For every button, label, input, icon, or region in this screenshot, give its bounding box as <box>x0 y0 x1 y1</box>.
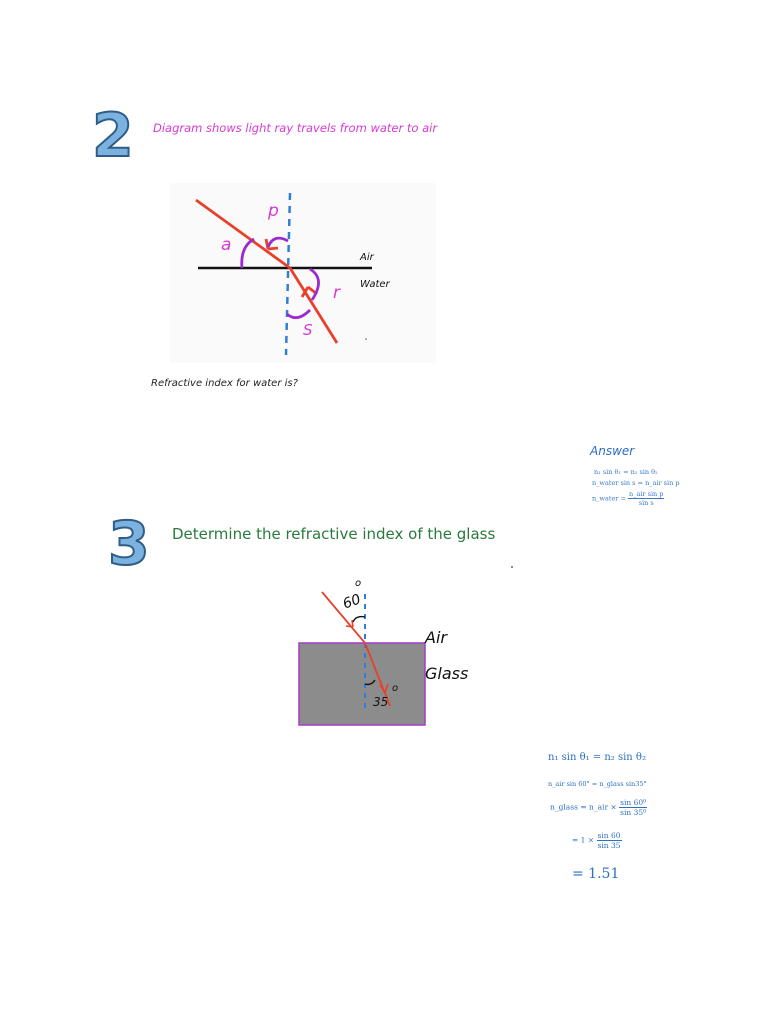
solution-line-4-lhs: = 1 × <box>572 835 595 845</box>
question-3-title: Determine the refractive index of the glass <box>172 525 496 543</box>
answer-line-3-denominator: sin s <box>638 499 654 507</box>
solution-result: = 1.51 <box>572 866 620 882</box>
angle-label-60: 60 <box>340 591 364 613</box>
label-p: p <box>268 201 279 221</box>
label-water: Water <box>360 279 390 290</box>
answer-line-2: n_water sin s = n_air sin p <box>592 479 680 487</box>
glass-block <box>299 643 425 725</box>
label-air-1: Air <box>360 252 374 263</box>
question-number-2: 2 <box>92 101 134 171</box>
arc-q <box>242 239 254 268</box>
angle-degree-60: o <box>355 578 362 589</box>
label-q: a <box>221 235 232 255</box>
arc-60 <box>353 617 365 622</box>
label-glass: Glass <box>425 664 469 683</box>
arc-r <box>310 269 319 300</box>
glass-diagram-svg <box>290 580 490 730</box>
solution-line-4-denominator: sin 35 <box>597 841 621 850</box>
question-number-3: 3 <box>108 509 150 579</box>
solution-line-1: n₁ sin θ₁ = n₂ sin θ₂ <box>548 752 646 763</box>
answer-line-3-fraction <box>628 490 664 507</box>
answer-title: Answer <box>590 444 635 458</box>
answer-line-3-lhs: n_water = <box>592 494 626 503</box>
answer-line-1: n₁ sin θ₁ = n₂ sin θ₂ <box>594 468 658 476</box>
solution-line-2: n_air sin 60° = n_glass sin35° <box>548 780 647 788</box>
angle-label-35: 35 <box>373 695 389 709</box>
question-2-title: Diagram shows light ray travels from water to air <box>153 121 438 135</box>
solution-line-3 <box>550 798 647 817</box>
answer-line-3 <box>592 490 664 507</box>
label-air-2: Air <box>425 628 447 647</box>
glass-diagram <box>290 580 490 730</box>
label-s: S <box>303 321 313 339</box>
arc-s <box>287 310 310 318</box>
ray-water <box>290 268 337 343</box>
solution-line-3-fraction <box>619 798 647 817</box>
label-r: r <box>333 283 340 303</box>
answer-line-3-numerator: n_air sin p <box>629 490 664 498</box>
solution-line-3-denominator: sin 35⁰ <box>620 808 647 817</box>
solution-line-4-fraction <box>597 831 622 850</box>
normal-line <box>286 193 290 355</box>
solution-line-3-numerator: sin 60⁰ <box>620 798 647 807</box>
question-2-prompt: Refractive index for water is? <box>151 378 298 389</box>
solution-line-4-numerator: sin 60 <box>597 831 621 840</box>
solution-line-3-lhs: n_glass = n_air × <box>550 802 617 812</box>
solution-line-4 <box>572 831 622 850</box>
angle-degree-35: o <box>392 683 399 694</box>
arc-p <box>268 238 288 247</box>
